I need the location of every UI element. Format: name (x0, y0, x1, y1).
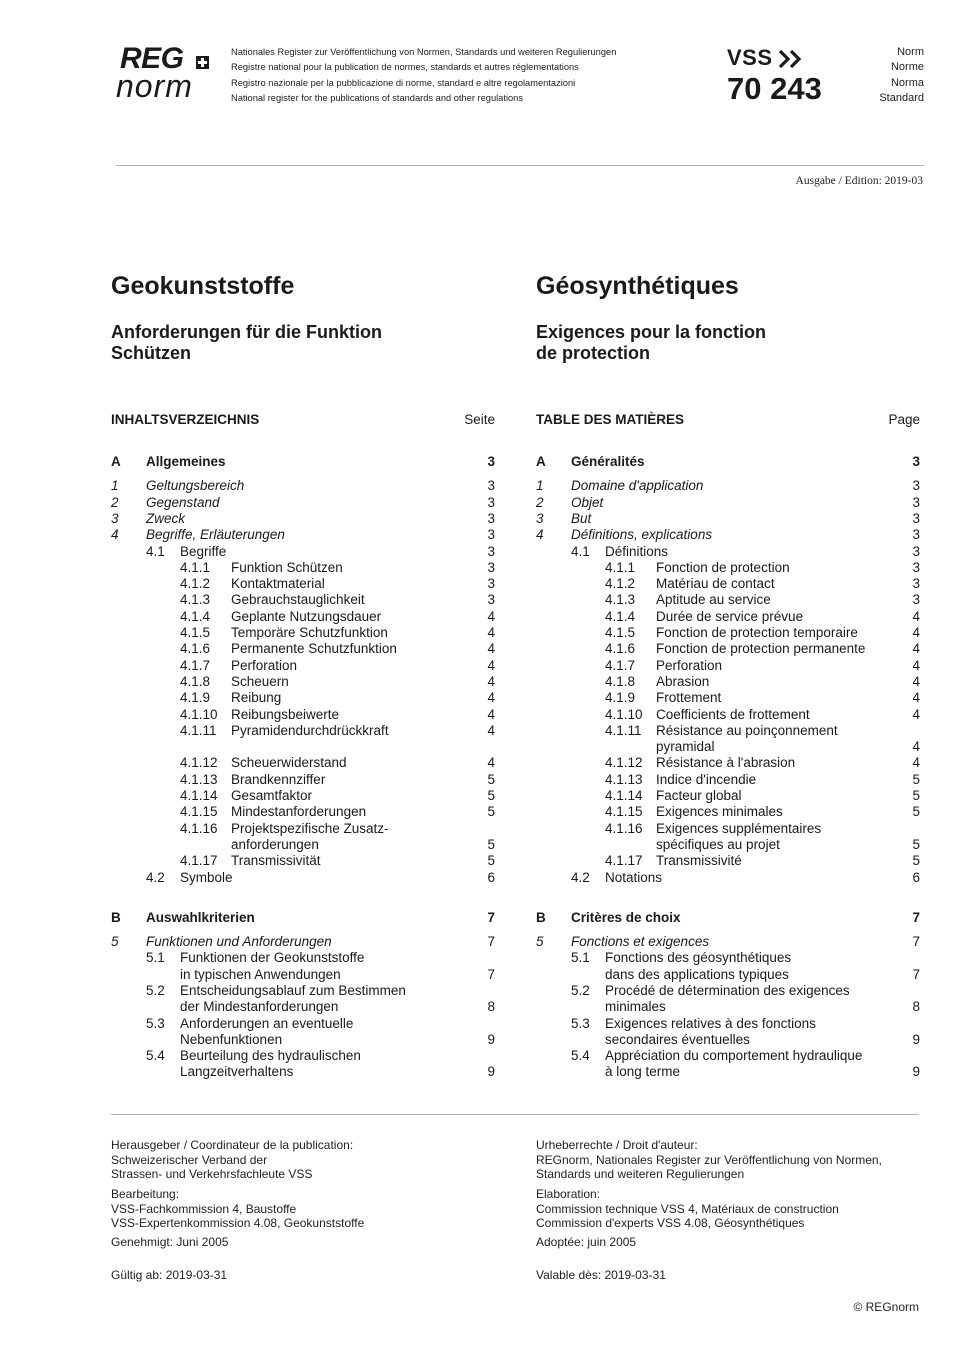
page-title-fr: Géosynthétiques (536, 272, 739, 300)
toc-entry-number: 4.1.12 (180, 755, 218, 771)
toc-entry-number: 5.2 (146, 983, 165, 998)
toc-entry-title: Définitions (605, 543, 669, 559)
toc-entry-number: 5 (536, 934, 544, 950)
toc-entry-title: Scheuern (231, 673, 289, 689)
adoption-date-fr: Adoptée: juin 2005 (536, 1235, 637, 1249)
toc-entry-title: Begriffe (180, 543, 227, 559)
toc-entry-number: 5 (111, 934, 119, 950)
toc-entry-number: 5.4 (571, 1048, 590, 1064)
toc-entry-page: 7 (487, 909, 495, 925)
toc-entry-page: 3 (912, 576, 920, 592)
toc-entry-number: 5.3 (571, 1015, 590, 1031)
norm-type-fr: Norme (890, 61, 924, 74)
toc-entry-page: 9 (487, 1031, 495, 1047)
toc-entry-title: Funktionen und Anforderungen (146, 934, 332, 950)
toc-entry-title: Résistance au poinçonnement pyramidal (656, 722, 838, 755)
toc-entry-page: 4 (912, 690, 920, 706)
toc-entry-title: Facteur global (656, 788, 742, 803)
toc-entry-number: 1 (536, 478, 544, 494)
elaboration-block-fr: Elaboration: Commission technique VSS 4, Matériaux de construction Commission d'experts VSS 4.08, Géosynthétiques (536, 1187, 839, 1231)
toc-entry-page: 4 (912, 608, 920, 624)
toc-entry-page: 4 (912, 641, 920, 657)
toc-header-de (111, 412, 495, 430)
toc-entry-page: 3 (912, 454, 920, 469)
norm-type-de: Norm (897, 46, 924, 58)
toc-entry-title: Fonctions des géosynthétiques dans des applications typiques (605, 950, 792, 982)
toc-entry-number: 4.1.2 (180, 576, 211, 592)
toc-entry-title: Résistance à l'abrasion (656, 755, 796, 771)
toc-entry-title: Allgemeines (146, 454, 226, 469)
toc-entry-title: Aptitude au service (656, 592, 771, 608)
toc-entry-page: 4 (912, 706, 920, 722)
toc-entry-number: 4.1.6 (605, 641, 636, 657)
toc-entry-title: Notations (605, 869, 663, 885)
toc-entry-title: Procédé de détermination des exigences minimales (605, 983, 850, 1015)
page-subtitle-de: Anforderungen für die Funktion Schützen (111, 322, 382, 363)
toc-entry-page: 9 (487, 1064, 495, 1080)
toc-entry-title: Reibung (231, 690, 282, 706)
toc-entry-title: Fonction de protection (656, 559, 790, 575)
toc-entry-title: Gesamtfaktor (231, 788, 313, 803)
toc-entry-page: 6 (487, 869, 495, 885)
edition-label: Ausgabe / Edition: 2019-03 (795, 175, 923, 187)
toc-entry-title: Durée de service prévue (656, 608, 804, 624)
toc-entry-page: 3 (912, 527, 920, 543)
toc-entry-page: 8 (912, 999, 920, 1015)
toc-entry-title: Exigences minimales (656, 804, 783, 820)
toc-entry-number: B (536, 909, 546, 925)
toc-entry-page: 3 (487, 543, 495, 559)
toc-entry-page: 3 (912, 592, 920, 608)
toc-entry-page: 5 (487, 771, 495, 787)
toc-entry-page: 7 (912, 934, 920, 950)
toc-entry-page: 7 (912, 909, 920, 925)
editing-block-de: Bearbeitung: VSS-Fachkommission 4, Baustoffe VSS-Expertenkommission 4.08, Geokunststoffe (111, 1187, 365, 1231)
standard-number: 70 243 (727, 71, 822, 106)
toc-entry-title: Symbole (180, 869, 233, 885)
toc-entry-number: 2 (111, 494, 119, 510)
toc-entry-number: 4.2 (146, 869, 165, 885)
toc-entry-title: Frottement (656, 690, 722, 706)
toc-entry-number: 4 (111, 527, 119, 543)
toc-entry-number: 4.1 (571, 543, 590, 559)
toc-entry-page: 4 (487, 722, 495, 738)
toc-entry-number: 4.1.4 (180, 608, 211, 624)
toc-entry-page: 3 (487, 494, 495, 510)
toc-entry-page: 8 (487, 999, 495, 1015)
toc-entry-page: 7 (487, 966, 495, 982)
toc-entry-page: 3 (912, 478, 920, 494)
toc-entry-title: Abrasion (656, 673, 710, 689)
toc-entry-number: 4 (536, 527, 544, 543)
toc-entry-title: Matériau de contact (656, 576, 775, 592)
publisher-block-de: Herausgeber / Coordinateur de la publication: Schweizerischer Verband der Strassen- und Verkehrsfachleute VSS (111, 1138, 354, 1182)
toc-entry-title: Exigences supplémentaires spécifiques au projet (656, 820, 822, 852)
register-line-it: Registro nazionale per la pubblicazione di norme, standard e altre regolamentazioni (231, 77, 576, 88)
toc-entry-number: 4.1.16 (180, 820, 218, 836)
toc-entry-page: 4 (487, 625, 495, 640)
toc-entry-title: Temporäre Schutzfunktion (231, 625, 388, 640)
toc-entry-title: Appréciation du comportement hydraulique à long terme (605, 1048, 863, 1080)
register-line-de: Nationales Register zur Veröffentlichung von Normen, Standards und weiteren Regulierungen (231, 47, 617, 57)
toc-header-fr (536, 412, 920, 430)
toc-entry-title: Transmissivität (231, 853, 321, 869)
toc-entry-number: B (111, 909, 121, 925)
toc-entry-title: Auswahlkriterien (146, 909, 255, 925)
toc-entry-page: 6 (912, 869, 920, 885)
toc-entry-page: 5 (912, 788, 920, 803)
logo-reg-text: REG (120, 42, 184, 75)
page-title-de: Geokunststoffe (111, 272, 295, 300)
toc-entry-number: 2 (536, 494, 544, 510)
header-divider (116, 165, 924, 166)
toc-page-label-de: Seite (464, 412, 495, 427)
toc-entry-title: Indice d'incendie (656, 771, 757, 787)
swiss-cross-icon (196, 56, 209, 69)
toc-entry-number: 4.1.4 (605, 608, 636, 624)
toc-entry-page: 5 (912, 836, 920, 852)
toc-entry-number: 5.3 (146, 1015, 165, 1031)
toc-entry-number: 4.1.11 (180, 722, 217, 738)
toc-entry-page: 3 (912, 510, 920, 526)
toc-entry-number: 1 (111, 478, 119, 494)
toc-entry-page: 4 (487, 608, 495, 624)
toc-entry-page: 9 (912, 1031, 920, 1047)
toc-entry-number: 4.2 (571, 869, 590, 885)
toc-entry-page: 5 (487, 853, 495, 869)
toc-entry-title: Permanente Schutzfunktion (231, 641, 397, 657)
regnorm-logo (116, 44, 216, 104)
toc-entry-page: 4 (487, 706, 495, 722)
toc-entry-number: A (536, 454, 546, 469)
toc-entry-title: Projektspezifische Zusatz- anforderungen (231, 820, 389, 852)
toc-entry-title: Définitions, explications (571, 527, 713, 543)
toc-entry-title: Transmissivité (656, 853, 742, 869)
toc-entry-title: Objet (571, 494, 604, 510)
toc-entry-title: Fonction de protection temporaire (656, 625, 858, 640)
toc-entry-number: 3 (111, 510, 119, 526)
toc-entry-number: 4.1.9 (605, 690, 636, 706)
toc-entry-title: Fonction de protection permanente (656, 641, 866, 657)
toc-entry-page: 4 (487, 690, 495, 706)
toc-entry-title: Reibungsbeiwerte (231, 706, 340, 722)
toc-entry-number: 4.1 (146, 543, 165, 559)
toc-entry-number: 4.1.3 (180, 592, 211, 608)
toc-entry-number: 4.1.5 (605, 625, 636, 640)
toc-entry-page: 5 (912, 771, 920, 787)
toc-entry-page: 5 (487, 836, 495, 852)
valid-from-de: Gültig ab: 2019-03-31 (111, 1268, 228, 1282)
page-subtitle-fr: Exigences pour la fonction de protection (536, 322, 767, 363)
toc-entry-page: 3 (487, 454, 495, 469)
toc-entry-title: Perforation (656, 657, 723, 673)
toc-entry-number: 4.1.13 (605, 771, 643, 787)
toc-entry-title: Perforation (231, 657, 298, 673)
toc-entry-title: Exigences relatives à des fonctions secondaires éventuelles (605, 1015, 816, 1047)
norm-type-it: Norma (890, 76, 924, 89)
toc-entry-number: 4.1.17 (180, 853, 218, 869)
toc-entry-page: 5 (912, 853, 920, 869)
toc-entry-title: Begriffe, Erläuterungen (146, 527, 285, 543)
toc-entry-page: 9 (912, 1064, 920, 1080)
copyright-block-fr: Urheberrechte / Droit d'auteur: REGnorm, Nationales Register zur Veröffentlichung von Normen, Standards und weiteren Regulierungen (536, 1138, 882, 1182)
toc-entry-number: 4.1.12 (605, 755, 643, 771)
toc-entry-number: 5.1 (571, 950, 590, 966)
toc-entry-title: Funktionen der Geokunststoffe in typischen Anwendungen (180, 950, 365, 982)
norm-type-list (879, 45, 924, 106)
toc-entry-number: 4.1.7 (180, 657, 211, 673)
toc-entry-page: 3 (487, 592, 495, 608)
toc-entry-page: 5 (912, 804, 920, 820)
toc-entry-page: 3 (912, 559, 920, 575)
toc-entry-number: 4.1.7 (605, 657, 636, 673)
toc-entry-title: Beurteilung des hydraulischen Langzeitverhaltens (180, 1048, 361, 1080)
toc-entry-title: Pyramidendurchdrückkraft (231, 722, 389, 738)
toc-entry-title: Mindestanforderungen (231, 804, 367, 820)
toc-entry-page: 4 (912, 625, 920, 640)
vss-chevron-icon (777, 48, 803, 70)
toc-entry-title: Gebrauchstauglichkeit (231, 592, 365, 608)
toc-entry-number: 4.1.14 (180, 788, 218, 803)
toc-entry-number: 4.1.15 (180, 804, 218, 820)
toc-entry-title: Généralités (571, 454, 645, 469)
toc-entry-title: Brandkennziffer (231, 771, 326, 787)
toc-entry-page: 4 (912, 657, 920, 673)
toc-entry-page: 5 (487, 788, 495, 803)
toc-entry-number: 4.1.10 (605, 706, 643, 722)
toc-entry-page: 4 (487, 755, 495, 771)
toc-entry-number: 4.1.17 (605, 853, 643, 869)
toc-entry-page: 5 (487, 804, 495, 820)
toc-entry-page: 7 (487, 934, 495, 950)
toc-entry-title: Critères de choix (571, 909, 681, 925)
toc-entry-number: 4.1.8 (180, 673, 211, 689)
toc-entry-number: 4.1.9 (180, 690, 211, 706)
toc-entry-number: 4.1.3 (605, 592, 636, 608)
toc-entry-title: Anforderungen an eventuelle Nebenfunktionen (180, 1015, 354, 1047)
logo-norm-text: norm (116, 68, 193, 104)
copyright-notice: © REGnorm (853, 1300, 919, 1314)
norm-type-en: Standard (879, 91, 924, 104)
valid-from-fr: Valable dès: 2019-03-31 (536, 1268, 666, 1282)
toc-entry-page: 4 (912, 739, 920, 755)
toc-entry-title: Fonctions et exigences (571, 934, 710, 950)
toc-entry-number: 4.1.11 (605, 722, 642, 738)
toc-label-fr: TABLE DES MATIÈRES (536, 412, 685, 427)
toc-label-de: INHALTSVERZEICHNIS (111, 412, 260, 427)
toc-entry-title: Domaine d'application (571, 478, 704, 494)
toc-entry-number: 3 (536, 510, 544, 526)
approval-date-de: Genehmigt: Juni 2005 (111, 1235, 229, 1249)
toc-entry-page: 3 (487, 527, 495, 543)
toc-entry-title: Entscheidungsablauf zum Bestimmen der Mindestanforderungen (180, 983, 406, 1015)
footer-divider (111, 1114, 919, 1115)
register-description (231, 45, 616, 107)
toc-entry-number: 4.1.1 (180, 559, 211, 575)
toc-entry-page: 3 (487, 576, 495, 592)
toc-entry-title: Funktion Schützen (231, 559, 343, 575)
toc-entry-number: 4.1.6 (180, 641, 211, 657)
toc-entry-title: Geltungsbereich (146, 478, 245, 494)
toc-entry-number: 4.1.13 (180, 771, 218, 787)
toc-entry-number: 4.1.5 (180, 625, 211, 640)
register-line-en: National register for the publications of standards and other regulations (231, 93, 523, 104)
toc-entry-page: 4 (487, 673, 495, 689)
register-line-fr: Registre national pour la publication de normes, standards et autres réglementations (231, 62, 579, 73)
toc-entry-number: 5.4 (146, 1048, 165, 1064)
toc-entry-number: 5.2 (571, 983, 590, 998)
toc-entry-number: 4.1.14 (605, 788, 643, 803)
toc-entry-title: Gegenstand (146, 494, 220, 510)
vss-brand: VSS (727, 45, 773, 70)
toc-entry-page: 3 (487, 559, 495, 575)
toc-entry-page: 4 (912, 673, 920, 689)
toc-entry-page: 3 (912, 494, 920, 510)
toc-entry-page: 7 (912, 966, 920, 982)
toc-entry-number: 5.1 (146, 950, 165, 966)
toc-entry-number: A (111, 454, 121, 469)
toc-entry-title: Scheuerwiderstand (231, 755, 347, 771)
toc-entry-page: 4 (912, 755, 920, 771)
toc-entry-title: Zweck (146, 510, 186, 526)
toc-entry-number: 4.1.2 (605, 576, 636, 592)
toc-page-label-fr: Page (888, 412, 920, 427)
toc-entry-number: 4.1.15 (605, 804, 643, 820)
toc-entry-title: Kontaktmaterial (231, 576, 325, 592)
toc-entry-title: Geplante Nutzungsdauer (231, 608, 382, 624)
toc-entry-number: 4.1.16 (605, 820, 643, 836)
toc-entry-number: 4.1.10 (180, 706, 218, 722)
toc-entry-title: But (571, 510, 592, 526)
toc-entry-page: 3 (487, 510, 495, 526)
toc-entry-number: 4.1.1 (605, 559, 636, 575)
toc-entry-page: 3 (912, 543, 920, 559)
toc-entry-title: Coefficients de frottement (656, 706, 810, 722)
toc-entry-page: 4 (487, 657, 495, 673)
toc-entry-page: 4 (487, 641, 495, 657)
toc-entry-number: 4.1.8 (605, 673, 636, 689)
toc-entry-page: 3 (487, 478, 495, 494)
